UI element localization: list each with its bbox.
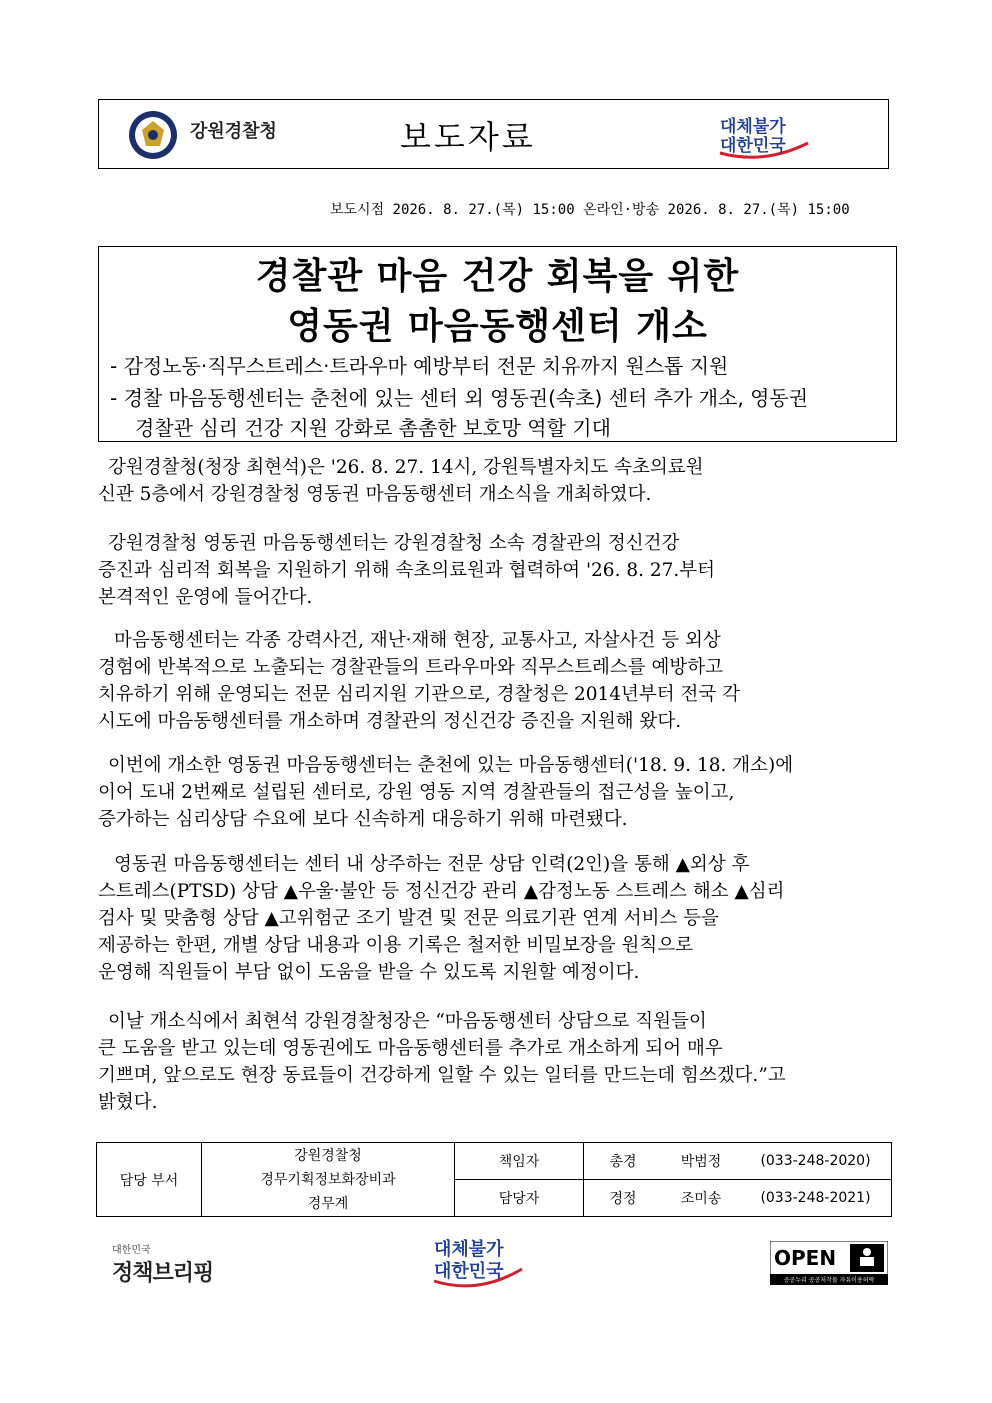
dept-name: 강원경찰청 경무기획정보화장비과 경무계 [202,1143,455,1217]
subpoint-1: - 감정노동·직무스트레스·트라우마 예방부터 전문 치유까지 원스톱 지원 [110,354,729,378]
phone-cell: (033-248-2020) [740,1143,892,1180]
paragraph-4: 이번에 개소한 영동권 마음동행센터는 춘천에 있는 마음동행센터('18. 9. 18. 개소)에 이어 도내 2번째로 설립된 센터로, 강원 영동 지역 경찰관들의 접근성을 높이고, 증가하는 심리상담 수요에 보다 신속하게 대응하기 위해 마련됐다. [98,755,794,830]
open-license-badge [770,1241,888,1285]
paragraph-5: 영동권 마음동행센터는 센터 내 상주하는 전문 상담 인력(2인)을 통해 ▲외상 후 스트레스(PTSD) 상담 ▲우울·불안 등 정신건강 관리 ▲감정노동 스트레스 해소 ▲심리 검사 및 맞춤형 상담 ▲고위험군 조기 발견 및 전문 의료기관 연계 서비스 등을 제공하는 한편, 개별 상담 내용과 이용 기록은 철저한 비밀보장을 원칙으로 운영해 직원들이 부담 없이 도움을 받을 수 있도록 지원할 예정이다. [98,854,785,983]
brand-footer-line1: 대체불가 [434,1239,504,1260]
role-cell: 책임자 [455,1143,584,1180]
headline-line1: 경찰관 마음 건강 회복을 위한 [255,256,740,297]
open-label: OPEN [774,1246,837,1270]
phone-cell: (033-248-2021) [740,1180,892,1217]
rank-cell: 총경 [584,1143,663,1180]
headline-line2: 영동권 마음동행센터 개소 [287,306,708,347]
paragraph-3: 마음동행센터는 각종 강력사건, 재난·재해 현장, 교통사고, 자살사건 등 외상 경험에 반복적으로 노출되는 경찰관들의 트라우마와 직무스트레스를 예방하고 치유하기 위해 운영되는 전문 심리지원 기관으로, 경찰청은 2014년부터 전국 각 시도에 마음동행센터를 개소하며 경찰관의 정신건강 증진을 지원해 왔다. [98,630,741,732]
dept-label: 담당 부서 [97,1143,202,1217]
policy-briefing-logo [112,1241,213,1287]
contact-table [96,1142,892,1217]
paragraph-6: 이날 개소식에서 최현석 강원경찰청장은 “마음동행센터 상담으로 직원들이 큰 도움을 받고 있는데 영동권에도 마음동행센터를 추가로 개소하게 되어 매우 기쁘며, 앞으로도 현장 동료들이 건강하게 일할 수 있는 일터를 만드는데 힘쓰겠다.”고 밝혔다. [98,1011,786,1113]
open-sub: 공공누리 공공저작물 자유이용허락 [783,1277,875,1284]
brand-line2: 대한민국 [720,136,786,156]
briefing-small-text: 대한민국 [112,1245,151,1256]
national-brand-logo [716,113,812,159]
subpoint-2-cont: 경찰관 심리 건강 지원 강화로 촘촘한 보호망 역할 기대 [135,416,611,440]
brand-footer-line2: 대한민국 [434,1261,504,1282]
briefing-main-text: 정책브리핑 [112,1261,214,1286]
name-cell: 조미송 [662,1180,740,1217]
release-time: 보도시점 2026. 8. 27.(목) 15:00 온라인·방송 2026. 8. 27.(목) 15:00 [330,202,850,218]
role-cell: 담당자 [455,1180,584,1217]
name-cell: 박범정 [662,1143,740,1180]
open-license-icon [770,1241,888,1285]
rank-cell: 경정 [584,1180,663,1217]
police-emblem-icon [128,110,178,160]
agency-name: 강원경찰청 [190,121,277,142]
subpoint-2: - 경찰 마음동행센터는 춘천에 있는 센터 외 영동권(속초) 센터 추가 개소, 영동권 [110,386,809,410]
paragraph-1: 강원경찰청(청장 최현석)은 '26. 8. 27. 14시, 강원특별자치도 속초의료원 신관 5층에서 강원경찰청 영동권 마음동행센터 개소식을 개최하였다. [98,457,704,505]
brand-line1: 대체불가 [720,117,786,137]
paragraph-2: 강원경찰청 영동권 마음동행센터는 강원경찰청 소속 경찰관의 정신건강 증진과 심리적 회복을 지원하기 위해 속초의료원과 협력하여 '26. 8. 27.부터 본격적인 운영에 들어간다. [98,533,716,608]
document-type-title: 보도자료 [400,118,536,156]
national-brand-logo-footer [428,1233,526,1289]
